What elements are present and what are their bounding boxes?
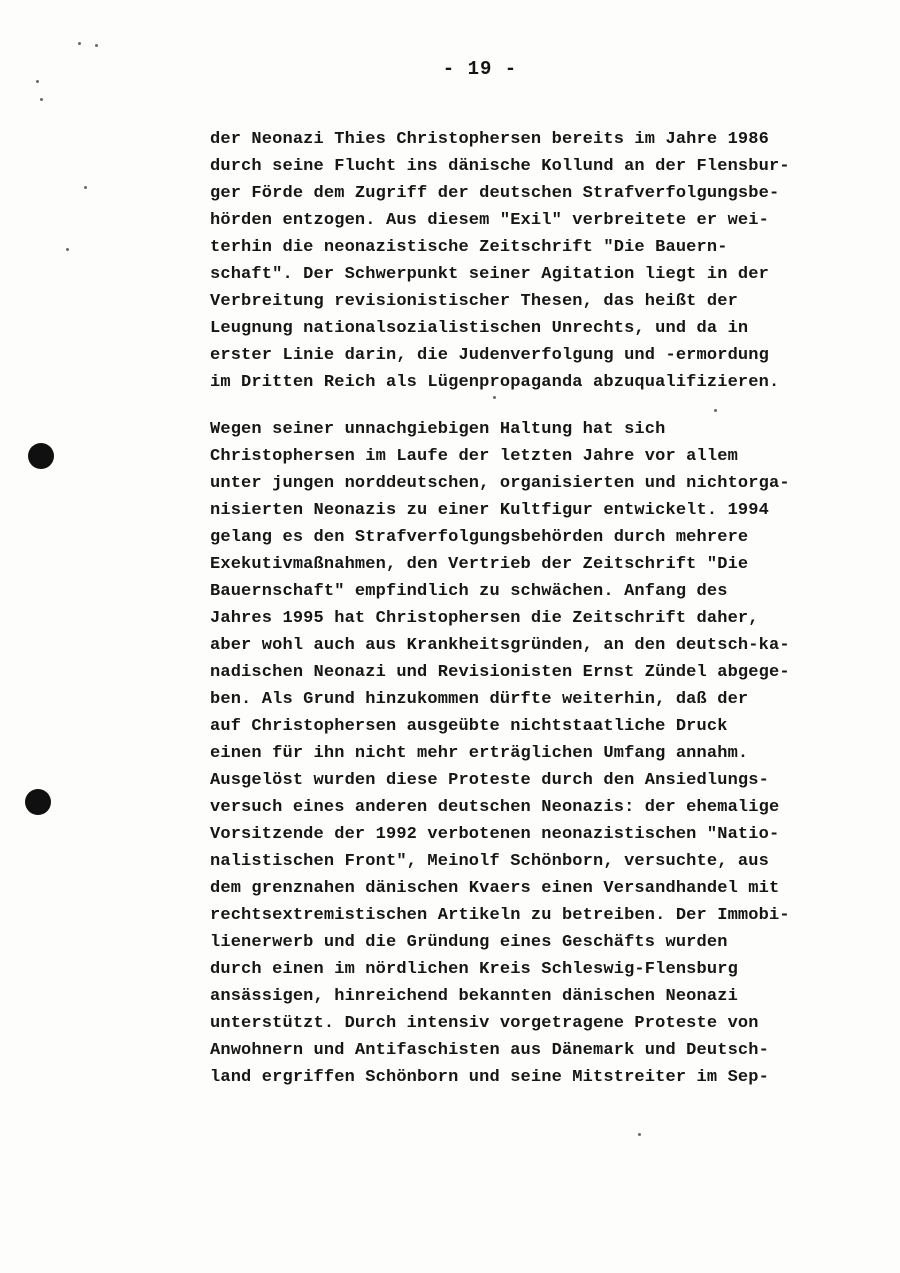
text-line: nadischen Neonazi und Revisionisten Ernst Zündel abgege- xyxy=(210,663,790,682)
text-line: der Neonazi Thies Christophersen bereits im Jahre 1986 xyxy=(210,130,769,149)
text-line: im Dritten Reich als Lügenpropaganda abzuqualifizieren. xyxy=(210,373,780,392)
paragraph-1 xyxy=(210,126,850,396)
text-line: schaft". Der Schwerpunkt seiner Agitation liegt in der xyxy=(210,265,769,284)
text-line: Vorsitzende der 1992 verbotenen neonazistischen "Natio- xyxy=(210,825,780,844)
text-line: Verbreitung revisionistischer Thesen, das heißt der xyxy=(210,292,738,311)
text-line: aber wohl auch aus Krankheitsgründen, an den deutsch-ka- xyxy=(210,636,790,655)
text-line: dem grenznahen dänischen Kvaers einen Versandhandel mit xyxy=(210,879,780,898)
scan-speck xyxy=(638,1133,641,1136)
text-line: durch seine Flucht ins dänische Kollund an der Flensbur- xyxy=(210,157,790,176)
text-line: terhin die neonazistische Zeitschrift "Die Bauern- xyxy=(210,238,728,257)
punch-hole-top xyxy=(28,443,54,469)
page-number: - 19 - xyxy=(442,58,518,80)
text-line: ger Förde dem Zugriff der deutschen Strafverfolgungsbe- xyxy=(210,184,780,203)
text-line: Leugnung nationalsozialistischen Unrechts, und da in xyxy=(210,319,749,338)
scan-speck xyxy=(66,248,69,251)
text-line: hörden entzogen. Aus diesem "Exil" verbreitete er wei- xyxy=(210,211,769,230)
text-line: rechtsextremistischen Artikeln zu betreiben. Der Immobi- xyxy=(210,906,790,925)
text-line: lienerwerb und die Gründung eines Geschäfts wurden xyxy=(210,933,728,952)
text-line: Anwohnern und Antifaschisten aus Dänemark und Deutsch- xyxy=(210,1041,769,1060)
text-line: nalistischen Front", Meinolf Schönborn, versuchte, aus xyxy=(210,852,769,871)
text-line: unter jungen norddeutschen, organisierten und nichtorga- xyxy=(210,474,790,493)
text-line: Ausgelöst wurden diese Proteste durch den Ansiedlungs- xyxy=(210,771,769,790)
scan-speck xyxy=(84,186,87,189)
scan-speck xyxy=(493,396,496,399)
text-line: Christophersen im Laufe der letzten Jahre vor allem xyxy=(210,447,738,466)
text-line: ansässigen, hinreichend bekannten dänischen Neonazi xyxy=(210,987,738,1006)
text-line: nisierten Neonazis zu einer Kultfigur entwickelt. 1994 xyxy=(210,501,769,520)
text-line: unterstützt. Durch intensiv vorgetragene Proteste von xyxy=(210,1014,759,1033)
text-line: durch einen im nördlichen Kreis Schleswig-Flensburg xyxy=(210,960,738,979)
text-line: Bauernschaft" empfindlich zu schwächen. Anfang des xyxy=(210,582,728,601)
text-line: versuch eines anderen deutschen Neonazis: der ehemalige xyxy=(210,798,780,817)
scan-speck xyxy=(95,44,98,47)
punch-hole-bottom xyxy=(25,789,51,815)
text-line: Wegen seiner unnachgiebigen Haltung hat sich xyxy=(210,420,666,439)
text-line: Jahres 1995 hat Christophersen die Zeitschrift daher, xyxy=(210,609,759,628)
text-line: land ergriffen Schönborn und seine Mitstreiter im Sep- xyxy=(210,1068,769,1087)
scan-speck xyxy=(714,409,717,412)
text-line: erster Linie darin, die Judenverfolgung und -ermordung xyxy=(210,346,769,365)
text-line: Exekutivmaßnahmen, den Vertrieb der Zeitschrift "Die xyxy=(210,555,749,574)
paragraph-2 xyxy=(210,416,850,1091)
text-line: ben. Als Grund hinzukommen dürfte weiterhin, daß der xyxy=(210,690,749,709)
scan-speck xyxy=(36,80,39,83)
text-line: gelang es den Strafverfolgungsbehörden durch mehrere xyxy=(210,528,749,547)
text-line: auf Christophersen ausgeübte nichtstaatliche Druck xyxy=(210,717,728,736)
text-line: einen für ihn nicht mehr erträglichen Umfang annahm. xyxy=(210,744,749,763)
scan-speck xyxy=(78,42,81,45)
scan-speck xyxy=(40,98,43,101)
